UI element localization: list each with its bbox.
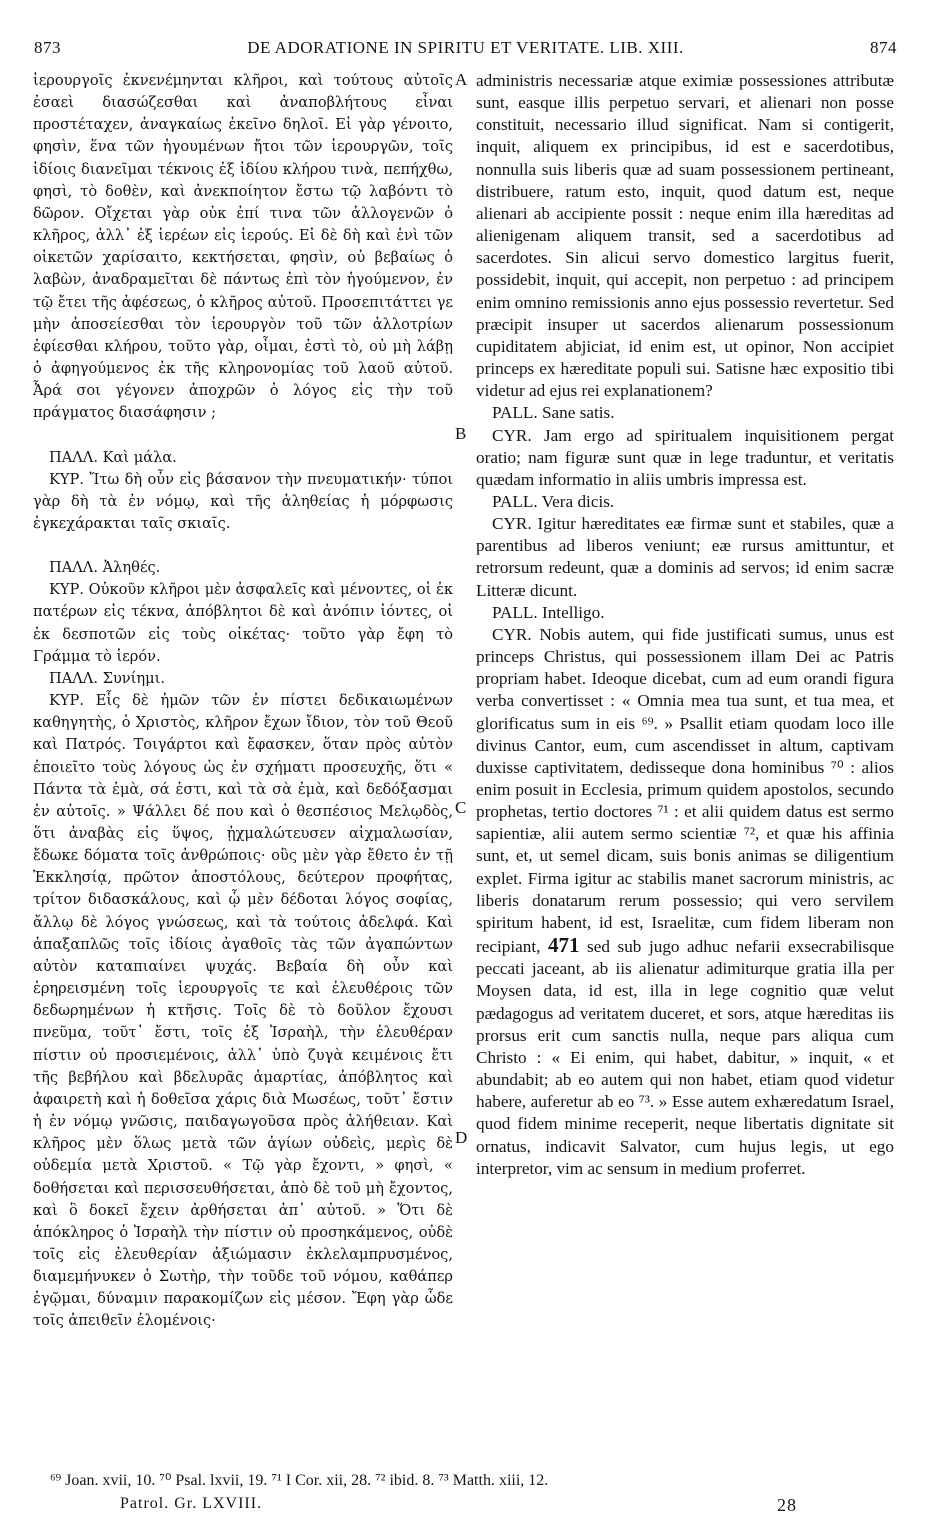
running-header	[34, 38, 897, 60]
latin-text: sed sub jugo adhuc nefarii exsecrabilisque peccati jaceant, ab iis alienatur adimiturque gratia illa per Moysen data, id est, illa in lege cognitio quæ velut pædagogus ad veritatem duceret, et sors, atque hæreditas iis prorsus erit cum sanctis nulla, neque pars aliqua cum Christo : « Ei enim, qui habet, dabitur, » inquit, « et abundabit; ab eo autem qui non habet, etiam quod videtur habere, auferetur ab eo ⁷³. » Esse autem exhæredatum Israel, quod fidem minime receperit, neque libertatis dignitate sit ornatus, indicavit Salvator, cum hujus legis, ut ego interpretor, vim ac sensum in medium proferret.	[476, 937, 894, 1178]
section-marker-d: D	[455, 1128, 468, 1147]
latin-paragraph: PALL. Intelligo.	[492, 602, 605, 622]
section-marker-a: A	[455, 70, 468, 89]
latin-text: CYR. Nobis autem, qui fide justificati sumus, unus est princeps Christus, qui possessionem illam Dei ac Patris propriam habet. Ideoque dicebat, cum ad eum orandi figura verba convertisset : « Omnia mea tua sunt, et tua mea, et glorificatus sum in eis ⁶⁹. » Psallit etiam quodam loco ille divinus Cantor, eum, cum ascendisset in altum, captivam duxisse captivitatem, dedisseque dona hominibus ⁷⁰ : alios enim posuit in Ecclesia, primum quidem apostolos, secundo prophetas, tertio doctores ⁷¹ : et alii quidem datus est sermo sapientiæ, alii autem sermo scientiæ ⁷², et quæ his affinia sunt, et, ut semel dicam, suis bonis animas se diligentium explet. Firma igitur ac stabilis manet sacrorum ministris, ac liberis donatarum rerum possessio; qui vero servilem spiritum habent, id est, Israelitæ, cum fidem liberam non recipiant,	[476, 624, 894, 957]
greek-paragraph: ΚΥΡ. Οὐκοῦν κλῆροι μὲν ἀσφαλεῖς καὶ μένοντες, οἱ ἐκ πατέρων εἰς τέκνα, ἀπόβλητοι δὲ καὶ ἀνόπιν ἰόντες, οἱ ἐκ δεσποτῶν εἰς τοὺς οἰκέτας· τοῦτο γὰρ ἔφη τὸ Γράμμα τὸ ἱερόν.	[33, 581, 453, 665]
page-number-left: 873	[34, 38, 61, 57]
greek-paragraph: ΚΥΡ. Εἷς δὲ ἡμῶν τῶν ἐν πίστει δεδικαιωμένων καθηγητὴς, ὁ Χριστὸς, κλῆρον ἔχων ἴδιον, τὸν τοῦ Θεοῦ καὶ Πατρός. Τοιγάρτοι καὶ ἔφασκεν, ὅταν πρὸς αὐτὸν ἐποιεῖτο τοὺς λόγους ὡς ἐν σχήματι προσευχῆς, ὅτι « Πάντα τὰ ἐμὰ, σά ἐστι, καὶ τὰ σὰ ἐμὰ, καὶ δεδόξασμαι ἐν αὐτοῖς. » Ψάλλει δέ που καὶ ὁ θεσπέσιος Μελῳδὸς, ὅτι ἀναβὰς εἰς ὕψος, ᾐχμαλώτευσεν αἰχμαλωσίαν, ἔδωκε δόματα τοῖς ἀνθρώποις· οὓς μὲν γὰρ ἔθετο ἐν τῇ Ἐκκλησίᾳ, πρῶτον ἀποστόλους, δεύτερον προφήτας, τρίτον διδασκάλους, καὶ ᾧ μὲν δέδοται λόγος σοφίας, ἄλλῳ δὲ λόγος γνώσεως, καὶ τὰ τούτοις ἀδελφά. Καὶ ἁπαξαπλῶς τοῖς ἰδίοις ἀγαθοῖς τὰς τῶν ἀγαπώντων αὐτὸν καταπιαίνει ψυχάς. Βεβαία δὴ οὖν καὶ ἐρηρεισμένη τοῖς ἱερουργοῖς τε καὶ ἐλευθέροις τῶν δεδωρημένων ἡ κτῆσις. Τοῖς δὲ τὸ δοῦλον ἔχουσι πνεῦμα, τοῦτ᾽ ἔστι, τοῖς ἐξ Ἰσραὴλ, τὴν ἐλευθέραν πίστιν οὐ προσιεμένοις, ἀλλ᾽ ὑπὸ ζυγὰ κειμένοις ἔτι τῆς βεβήλου καὶ βδελυρᾶς ἁμαρτίας, ἀπόβλητος καὶ ἀφαιρετὴ καὶ ἡ δοθεῖσα χάρις διὰ Μωσέως, τοῦτ᾽ ἔστιν ἡ ἐν νόμῳ γνῶσις, παιδαγωγοῦσα πρὸς ἀλήθειαν. Καὶ κλῆρος μὲν ὅλως μετὰ τῶν ἁγίων οὐδεὶς, μερὶς δὲ οὐδεμία μετὰ Χριστοῦ. « Τῷ γὰρ ἔχοντι, » φησὶ, « δοθήσεται καὶ περισσευθήσεται, ἀπὸ δὲ τοῦ μὴ ἔχοντος, καὶ ὃ δοκεῖ ἔχειν ἀρθήσεται ἀπ᾽ αὐτοῦ. » Ὅτι δὲ ἀπόκληρος ὁ Ἰσραὴλ τὴν πίστιν οὐ προσηκάμενος, οὐδὲ τοῖς εἰς ἐλευθερίαν ἀξιώμασιν ἐκλελαμπρυσμένος, διαμεμήνυκεν ὁ Σωτὴρ, τὴν τοῦδε τοῦ νόμου, καθάπερ ἐγῷμαι, δύναμιν παρακομίζων εἰς μέσον. Ἔφη γὰρ ὧδε τοῖς ἀπειθεῖν ἑλομένοις·	[33, 692, 453, 1330]
section-marker-c: C	[455, 798, 467, 817]
greek-paragraph: ΠΑΛΛ. Ἀληθές.	[49, 559, 161, 577]
signature-mark: Patrol. Gr. LXVIII.	[120, 1495, 263, 1512]
latin-paragraph: PALL. Vera dicis.	[492, 491, 615, 511]
latin-paragraph: CYR. Jam ergo ad spiritualem inquisitionem pergat oratio; nam figuræ sunt quæ in lege traduntur, et veritatis quædam informatio in aliis umbris impressa est.	[476, 425, 894, 489]
gathering-number: 28	[777, 1495, 797, 1515]
page-footer	[120, 1495, 797, 1513]
column-number: 471	[547, 933, 580, 958]
greek-paragraph: ΠΑΛΛ. Συνίημι.	[49, 669, 165, 687]
latin-paragraph: PALL. Sane satis.	[492, 403, 615, 423]
latin-paragraph: CYR. Igitur hæreditates eæ firmæ sunt et stabiles, quæ a parentibus ad liberos veniunt; eæ rursus amittuntur, et retrorsum redeunt, quæ a dominis ad servos; id enim sacræ Litteræ dicunt.	[476, 514, 894, 600]
section-marker-b: B	[455, 424, 467, 443]
greek-column	[33, 70, 453, 1333]
greek-paragraph: ΠΑΛΛ. Καὶ μάλα.	[49, 448, 177, 466]
running-title: DE ADORATIONE IN SPIRITU ET VERITATE. LIB. XIII.	[247, 38, 684, 57]
latin-paragraph	[476, 624, 894, 1180]
latin-paragraph: administris necessariæ atque eximiæ possessiones attributæ sunt, easque illis perpetuo servari, et alienari non posse constituit, necessario illud significat. Nam si contigerit, inquit, aliquem ex principibus, id est e sacerdotibus, nonnulla suis liberis quæ ad suam possessionem pertineant, distribuere, ratum esto, inquit, quod datum est, neque alienari ab accipiente possit : neque enim illa hæreditas ad alienigenam aliquem transit, sed a sacerdotibus ad sacerdotes. Sin alicui servo domestico largitus fuerit, possidebit, inquit, qui accepit, non perpetuo : ad principem enim omnino remissionis anno ejus possessio revertetur. Sed præcipit insuper ut sacerdos alienarum possessionum cupiditatem abjiciat, id enim est, ut opinor, Non accipiet princeps ex hæreditate populi sui. Satisne hæc expositio tibi videtur ad ejus rei explanationem?	[476, 71, 894, 401]
footnotes: ⁶⁹ Joan. xvii, 10. ⁷⁰ Psal. lxvii, 19. ⁷¹ I Cor. xii, 28. ⁷² ibid. 8. ⁷³ Matth. xiii, 12.	[50, 1472, 549, 1489]
greek-paragraph: ΚΥΡ. Ἴτω δὴ οὖν εἰς βάσανον τὴν πνευματικήν· τύποι γὰρ δὴ τὰ ἐν νόμῳ, καὶ τῆς ἀληθείας ἡ μόρφωσις ἐγκεχάρακται ταῖς σκιαῖς.	[33, 470, 453, 532]
page-number-right: 874	[870, 38, 897, 57]
greek-paragraph: ἱερουργοῖς ἐκνενέμηνται κλῆροι, καὶ τούτους αὐτοῖς ἐσαεὶ διασώζεσθαι καὶ ἀναποβλήτους εἶναι προστέταχεν, ἀναγκαίως ἐκεῖνο δηλοῖ. Εἰ γὰρ γένοιτο, φησὶν, ἕνα τῶν ἡγουμένων ἤτοι τῶν ἱερουργῶν, τοῖς ἰδίοις διανεῖμαι τέκνοις ἐξ ἰδίου κλήρου τινὰ, πεπήχθω, φησὶ, τὸ δοθὲν, καὶ ἀνεκποίητον ἔστω τῷ λαβόντι τὸ δῶρον. Οἴχεται γὰρ οὐκ ἐπί τινα τῶν ἀλλογενῶν ὁ κλῆρος, ἀλλ᾽ ἐξ ἱερέων εἰς ἱερούς. Εἰ δὲ δὴ καὶ ἑνὶ τῶν οἰκετῶν χαρίσαιτο, κεκτήσεται, φησὶν, οὐ βεβαίως ὁ λαβὼν, ἀναδραμεῖται δὲ πάντως ἐπὶ τὸν ἡγούμενον, ἐν τῷ ἔτει τῆς ἀφέσεως, ὁ κλῆρος αὐτοῦ. Προσεπιτάττει γε μὴν ἀποσείεσθαι τὸν ἱερουργὸν τοῦ τῶν ἀλλοτρίων ἐφίεσθαι κλήρου, τοῦτο γὰρ, οἶμαι, ἐστὶ τὸ, οὐ μὴ λάβῃ ὁ ἀφηγούμενος ἐκ τῆς κληρονομίας τοῦ λαοῦ αὐτοῦ. Ἆρά σοι γέγονεν ἀποχρῶν ὁ λόγος εἰς τὴν τοῦ πράγματος διασάφησιν ;	[33, 72, 453, 422]
latin-column	[476, 70, 894, 1180]
